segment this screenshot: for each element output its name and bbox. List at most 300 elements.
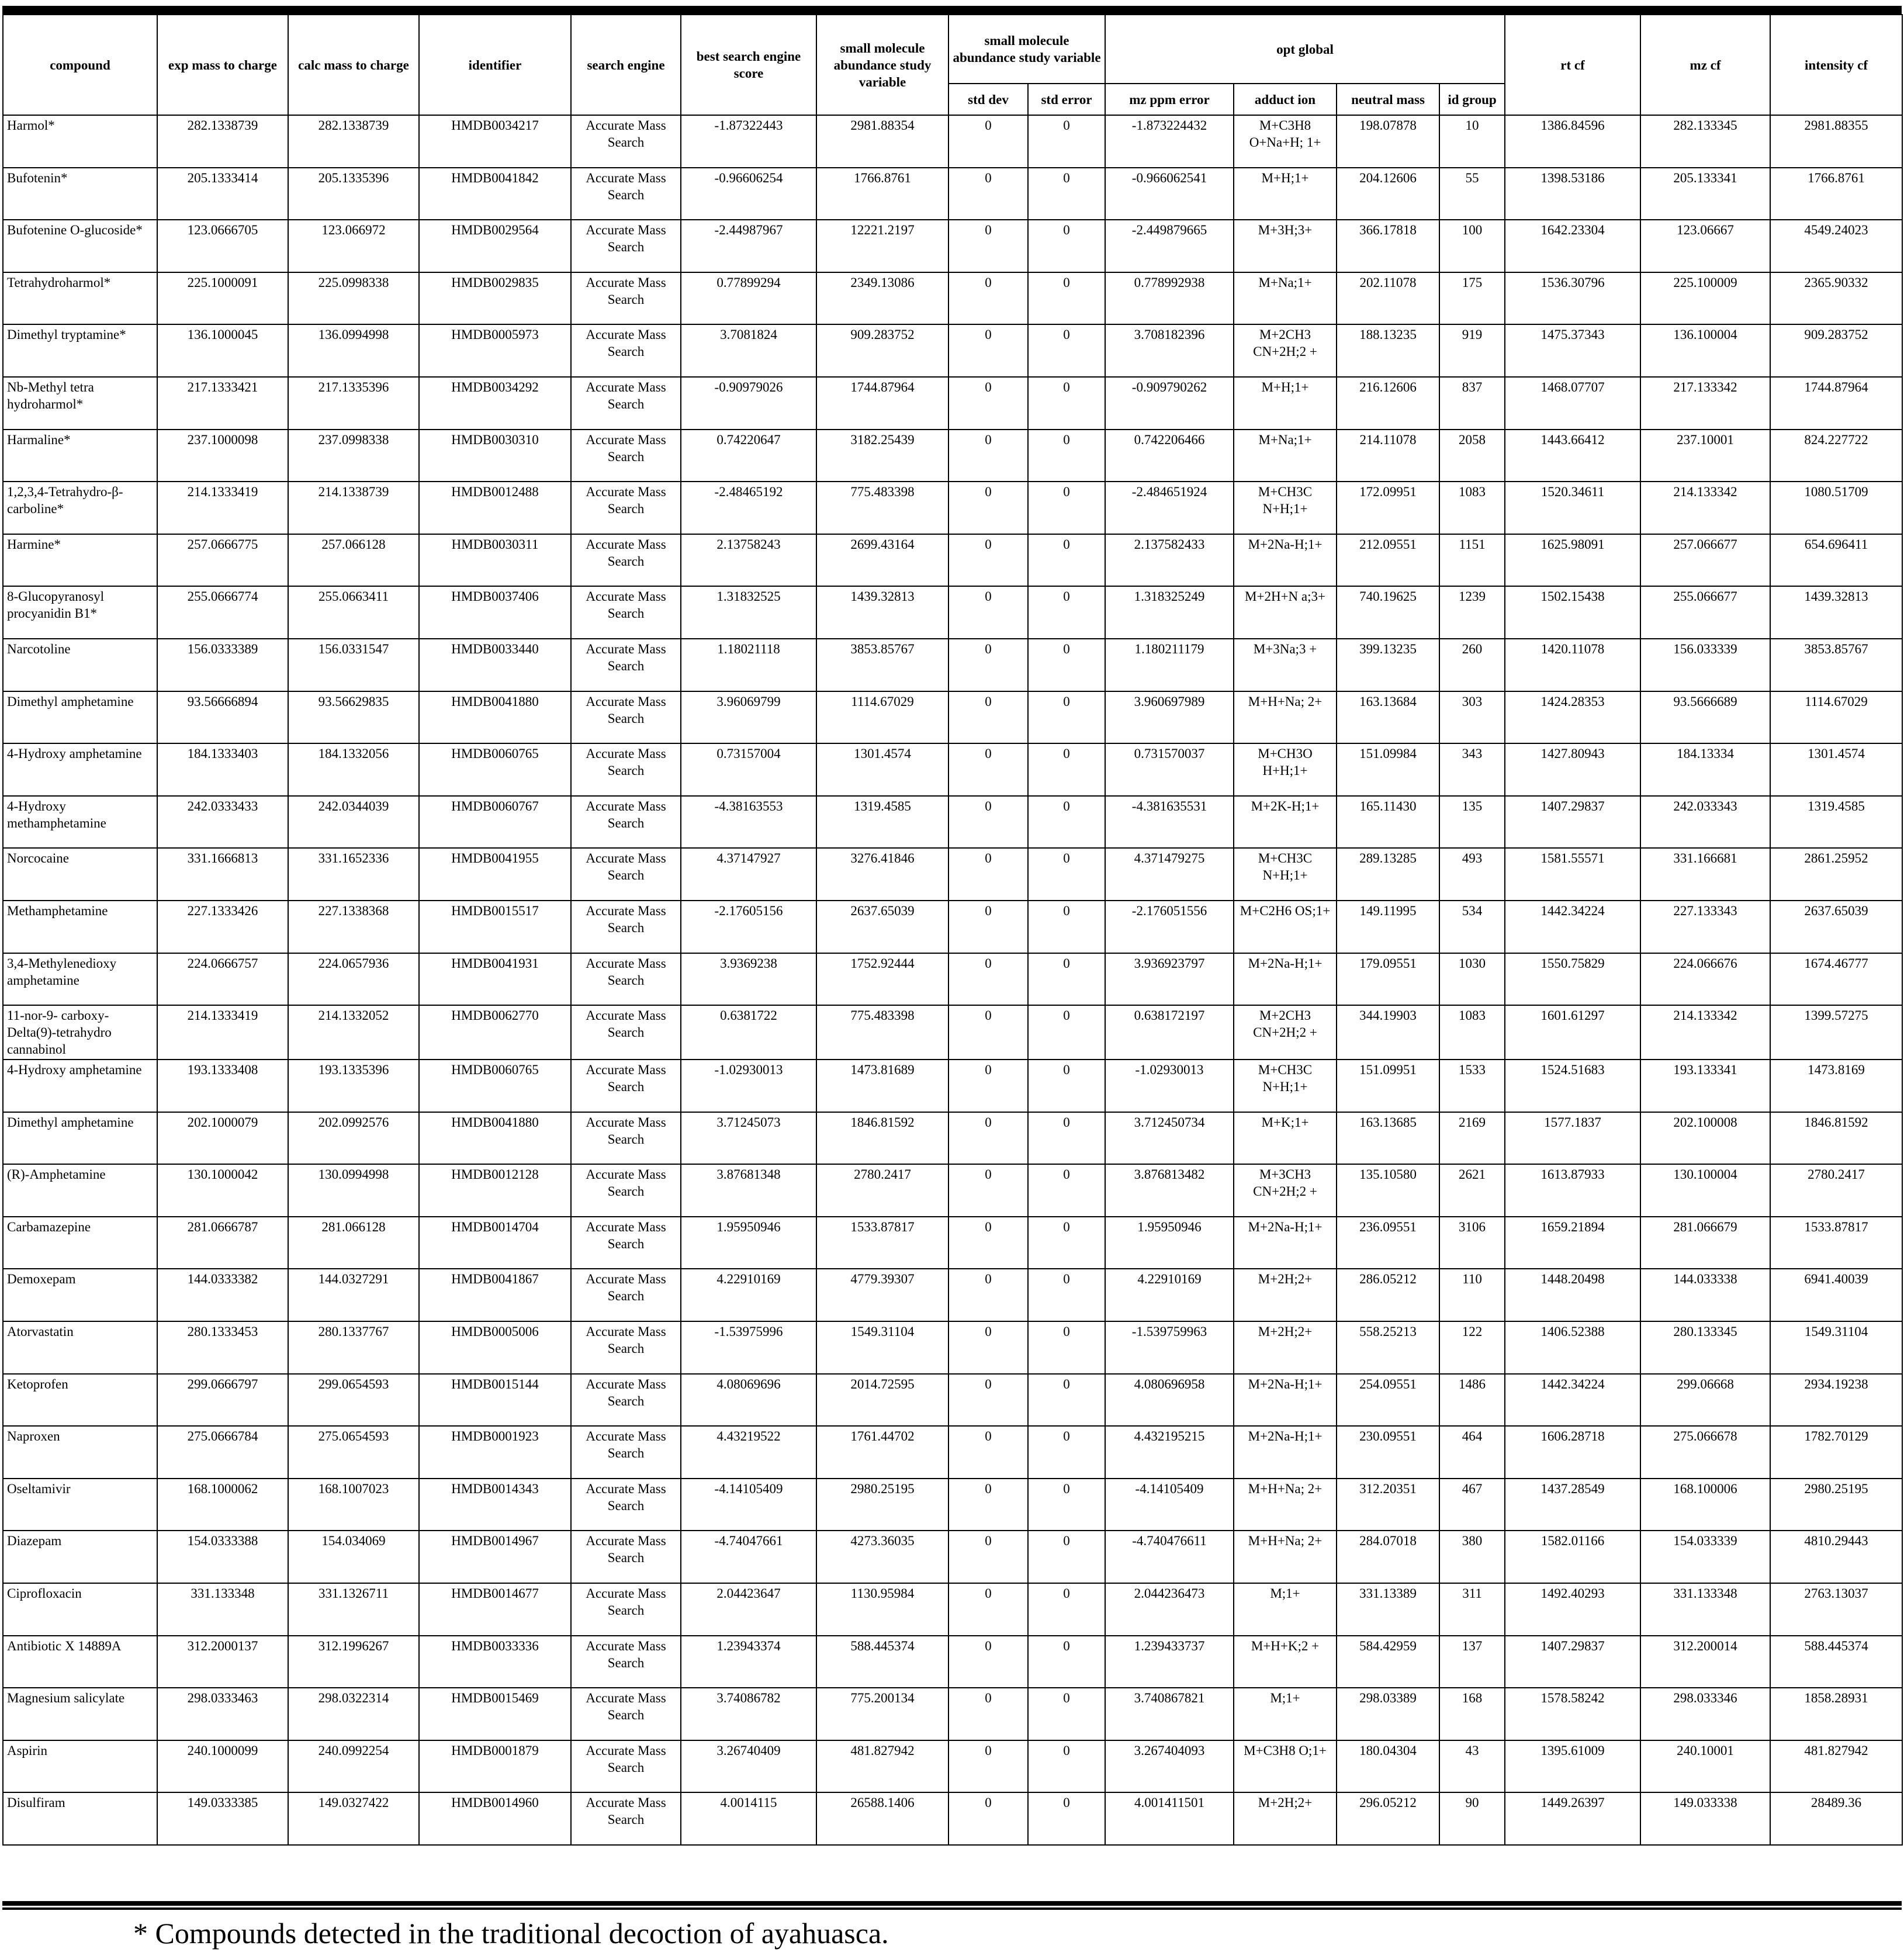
cell-id-group: 1486 [1439, 1374, 1505, 1427]
cell-exp-mass: 299.0666797 [157, 1374, 288, 1427]
cell-id-group: 100 [1439, 220, 1505, 272]
cell-mz-cf: 255.066677 [1640, 586, 1770, 639]
cell-intensity-cf: 588.445374 [1770, 1636, 1902, 1688]
cell-neutral-mass: 165.11430 [1337, 796, 1439, 849]
cell-search-engine: Accurate Mass Search [571, 1426, 681, 1479]
cell-identifier: HMDB0001879 [419, 1740, 571, 1793]
cell-exp-mass: 225.1000091 [157, 272, 288, 325]
cell-intensity-cf: 2637.65039 [1770, 901, 1902, 953]
compound-table [2, 14, 1903, 1846]
cell-mz-cf: 240.10001 [1640, 1740, 1770, 1793]
cell-identifier: HMDB0015469 [419, 1688, 571, 1740]
cell-id-group: 464 [1439, 1426, 1505, 1479]
cell-id-group: 1083 [1439, 1005, 1505, 1060]
cell-calc-mass: 280.1337767 [288, 1321, 419, 1374]
cell-std-error: 0 [1028, 1374, 1105, 1427]
results-table-frame [2, 6, 1902, 1846]
cell-rt-cf: 1536.30796 [1505, 272, 1640, 325]
cell-mz-cf: 225.100009 [1640, 272, 1770, 325]
cell-search-engine: Accurate Mass Search [571, 1583, 681, 1636]
cell-abundance: 3276.41846 [816, 848, 948, 901]
cell-std-error: 0 [1028, 1636, 1105, 1688]
cell-rt-cf: 1406.52388 [1505, 1321, 1640, 1374]
cell-std-error: 0 [1028, 639, 1105, 691]
cell-identifier: HMDB0014677 [419, 1583, 571, 1636]
cell-search-engine: Accurate Mass Search [571, 796, 681, 849]
table-row [3, 1479, 1902, 1531]
cell-rt-cf: 1475.37343 [1505, 324, 1640, 377]
cell-search-engine: Accurate Mass Search [571, 482, 681, 534]
cell-intensity-cf: 1439.32813 [1770, 586, 1902, 639]
cell-neutral-mass: 216.12606 [1337, 377, 1439, 430]
cell-exp-mass: 193.1333408 [157, 1060, 288, 1112]
cell-exp-mass: 130.1000042 [157, 1164, 288, 1217]
cell-mz-ppm: -0.966062541 [1105, 168, 1234, 220]
cell-mz-cf: 202.100008 [1640, 1112, 1770, 1165]
cell-adduct: M+H+Na; 2+ [1234, 691, 1337, 744]
cell-best-score: 4.08069696 [681, 1374, 816, 1427]
cell-rt-cf: 1659.21894 [1505, 1217, 1640, 1269]
cell-search-engine: Accurate Mass Search [571, 1112, 681, 1165]
cell-neutral-mass: 202.11078 [1337, 272, 1439, 325]
cell-best-score: 0.74220647 [681, 430, 816, 482]
cell-intensity-cf: 1080.51709 [1770, 482, 1902, 534]
table-row [3, 115, 1902, 168]
cell-exp-mass: 240.1000099 [157, 1740, 288, 1793]
cell-abundance: 2780.2417 [816, 1164, 948, 1217]
cell-neutral-mass: 151.09951 [1337, 1060, 1439, 1112]
cell-intensity-cf: 1744.87964 [1770, 377, 1902, 430]
cell-adduct: M+2Na-H;1+ [1234, 1374, 1337, 1427]
cell-std-error: 0 [1028, 1583, 1105, 1636]
cell-mz-ppm: 2.044236473 [1105, 1583, 1234, 1636]
cell-adduct: M+3Na;3 + [1234, 639, 1337, 691]
cell-neutral-mass: 172.09951 [1337, 482, 1439, 534]
cell-adduct: M+2Na-H;1+ [1234, 1426, 1337, 1479]
cell-id-group: 467 [1439, 1479, 1505, 1531]
cell-neutral-mass: 204.12606 [1337, 168, 1439, 220]
cell-mz-cf: 281.066679 [1640, 1217, 1770, 1269]
table-row [3, 848, 1902, 901]
cell-abundance: 775.483398 [816, 1005, 948, 1060]
cell-adduct: M+H;1+ [1234, 168, 1337, 220]
cell-mz-cf: 123.06667 [1640, 220, 1770, 272]
cell-rt-cf: 1442.34224 [1505, 901, 1640, 953]
cell-mz-ppm: -4.740476611 [1105, 1531, 1234, 1583]
cell-intensity-cf: 1301.4574 [1770, 743, 1902, 796]
cell-identifier: HMDB0015144 [419, 1374, 571, 1427]
cell-abundance: 588.445374 [816, 1636, 948, 1688]
cell-adduct: M+Na;1+ [1234, 272, 1337, 325]
cell-exp-mass: 168.1000062 [157, 1479, 288, 1531]
table-row [3, 1164, 1902, 1217]
cell-abundance: 4273.36035 [816, 1531, 948, 1583]
cell-std-dev: 0 [948, 115, 1028, 168]
cell-intensity-cf: 4549.24023 [1770, 220, 1902, 272]
cell-rt-cf: 1398.53186 [1505, 168, 1640, 220]
cell-intensity-cf: 2934.19238 [1770, 1374, 1902, 1427]
cell-adduct: M;1+ [1234, 1583, 1337, 1636]
cell-id-group: 1030 [1439, 953, 1505, 1006]
cell-compound: Carbamazepine [3, 1217, 157, 1269]
cell-identifier: HMDB0060765 [419, 1060, 571, 1112]
cell-id-group: 1533 [1439, 1060, 1505, 1112]
cell-mz-cf: 331.133348 [1640, 1583, 1770, 1636]
cell-identifier: HMDB0034292 [419, 377, 571, 430]
cell-intensity-cf: 6941.40039 [1770, 1269, 1902, 1321]
cell-mz-ppm: 3.936923797 [1105, 953, 1234, 1006]
cell-mz-ppm: -4.381635531 [1105, 796, 1234, 849]
cell-mz-ppm: 2.137582433 [1105, 534, 1234, 587]
cell-rt-cf: 1550.75829 [1505, 953, 1640, 1006]
cell-mz-ppm: 4.432195215 [1105, 1426, 1234, 1479]
cell-identifier: HMDB0041955 [419, 848, 571, 901]
cell-identifier: HMDB0029835 [419, 272, 571, 325]
cell-rt-cf: 1524.51683 [1505, 1060, 1640, 1112]
header-best-score: best search engine score [681, 15, 816, 115]
header-adduct: adduct ion [1234, 84, 1337, 115]
table-row [3, 324, 1902, 377]
cell-identifier: HMDB0001923 [419, 1426, 571, 1479]
cell-rt-cf: 1606.28718 [1505, 1426, 1640, 1479]
cell-std-dev: 0 [948, 168, 1028, 220]
cell-std-dev: 0 [948, 482, 1028, 534]
cell-mz-ppm: 3.708182396 [1105, 324, 1234, 377]
cell-neutral-mass: 212.09551 [1337, 534, 1439, 587]
cell-std-error: 0 [1028, 1479, 1105, 1531]
cell-mz-ppm: 1.239433737 [1105, 1636, 1234, 1688]
cell-adduct: M+H+K;2 + [1234, 1636, 1337, 1688]
cell-std-dev: 0 [948, 953, 1028, 1006]
cell-search-engine: Accurate Mass Search [571, 1269, 681, 1321]
cell-intensity-cf: 3853.85767 [1770, 639, 1902, 691]
cell-id-group: 1239 [1439, 586, 1505, 639]
cell-search-engine: Accurate Mass Search [571, 901, 681, 953]
cell-calc-mass: 282.1338739 [288, 115, 419, 168]
cell-adduct: M+2CH3 CN+2H;2 + [1234, 324, 1337, 377]
cell-std-dev: 0 [948, 1583, 1028, 1636]
cell-compound: Tetrahydroharmol* [3, 272, 157, 325]
cell-rt-cf: 1613.87933 [1505, 1164, 1640, 1217]
cell-intensity-cf: 481.827942 [1770, 1740, 1902, 1793]
cell-std-dev: 0 [948, 272, 1028, 325]
cell-std-dev: 0 [948, 1792, 1028, 1845]
cell-best-score: -4.74047661 [681, 1531, 816, 1583]
cell-mz-cf: 312.200014 [1640, 1636, 1770, 1688]
cell-rt-cf: 1581.55571 [1505, 848, 1640, 901]
cell-calc-mass: 312.1996267 [288, 1636, 419, 1688]
cell-abundance: 2349.13086 [816, 272, 948, 325]
cell-identifier: HMDB0005006 [419, 1321, 571, 1374]
cell-mz-ppm: 4.001411501 [1105, 1792, 1234, 1845]
cell-std-error: 0 [1028, 272, 1105, 325]
cell-std-dev: 0 [948, 1374, 1028, 1427]
cell-calc-mass: 156.0331547 [288, 639, 419, 691]
cell-identifier: HMDB0062770 [419, 1005, 571, 1060]
cell-intensity-cf: 1766.8761 [1770, 168, 1902, 220]
cell-calc-mass: 275.0654593 [288, 1426, 419, 1479]
header-search-engine: search engine [571, 15, 681, 115]
footnote: * Compounds detected in the traditional decoction of ayahuasca. [133, 1917, 889, 1950]
cell-neutral-mass: 214.11078 [1337, 430, 1439, 482]
cell-search-engine: Accurate Mass Search [571, 1688, 681, 1740]
cell-identifier: HMDB0014704 [419, 1217, 571, 1269]
cell-best-score: -4.38163553 [681, 796, 816, 849]
table-row [3, 1112, 1902, 1165]
cell-intensity-cf: 1399.57275 [1770, 1005, 1902, 1060]
cell-std-error: 0 [1028, 796, 1105, 849]
header-rt-cf: rt cf [1505, 15, 1640, 115]
cell-compound: Nb-Methyl tetra hydroharmol* [3, 377, 157, 430]
cell-std-dev: 0 [948, 1479, 1028, 1531]
cell-exp-mass: 281.0666787 [157, 1217, 288, 1269]
cell-std-error: 0 [1028, 848, 1105, 901]
header-neutral-mass: neutral mass [1337, 84, 1439, 115]
cell-std-dev: 0 [948, 220, 1028, 272]
cell-compound: Naproxen [3, 1426, 157, 1479]
table-row [3, 272, 1902, 325]
header-id-group: id group [1439, 84, 1505, 115]
cell-compound: (R)-Amphetamine [3, 1164, 157, 1217]
header-mz-ppm: mz ppm error [1105, 84, 1234, 115]
cell-search-engine: Accurate Mass Search [571, 115, 681, 168]
cell-calc-mass: 257.066128 [288, 534, 419, 587]
cell-std-error: 0 [1028, 1792, 1105, 1845]
cell-best-score: 0.77899294 [681, 272, 816, 325]
cell-id-group: 919 [1439, 324, 1505, 377]
cell-rt-cf: 1442.34224 [1505, 1374, 1640, 1427]
cell-identifier: HMDB0015517 [419, 901, 571, 953]
bottom-rule-thin [2, 1907, 1902, 1910]
cell-neutral-mass: 179.09551 [1337, 953, 1439, 1006]
cell-best-score: 3.26740409 [681, 1740, 816, 1793]
cell-mz-cf: 282.133345 [1640, 115, 1770, 168]
cell-adduct: M+C3H8 O;1+ [1234, 1740, 1337, 1793]
cell-std-error: 0 [1028, 1112, 1105, 1165]
cell-intensity-cf: 4810.29443 [1770, 1531, 1902, 1583]
cell-adduct: M+H+Na; 2+ [1234, 1531, 1337, 1583]
cell-calc-mass: 217.1335396 [288, 377, 419, 430]
cell-mz-cf: 193.133341 [1640, 1060, 1770, 1112]
cell-neutral-mass: 151.09984 [1337, 743, 1439, 796]
cell-abundance: 2981.88354 [816, 115, 948, 168]
cell-mz-ppm: 4.22910169 [1105, 1269, 1234, 1321]
cell-neutral-mass: 289.13285 [1337, 848, 1439, 901]
cell-identifier: HMDB0034217 [419, 115, 571, 168]
cell-rt-cf: 1395.61009 [1505, 1740, 1640, 1793]
cell-neutral-mass: 236.09551 [1337, 1217, 1439, 1269]
cell-mz-cf: 149.033338 [1640, 1792, 1770, 1845]
cell-mz-cf: 205.133341 [1640, 168, 1770, 220]
cell-best-score: 3.7081824 [681, 324, 816, 377]
cell-compound: Diazepam [3, 1531, 157, 1583]
cell-rt-cf: 1492.40293 [1505, 1583, 1640, 1636]
cell-std-dev: 0 [948, 1112, 1028, 1165]
cell-intensity-cf: 1674.46777 [1770, 953, 1902, 1006]
cell-neutral-mass: 180.04304 [1337, 1740, 1439, 1793]
cell-std-dev: 0 [948, 1321, 1028, 1374]
cell-compound: Magnesium salicylate [3, 1688, 157, 1740]
cell-std-error: 0 [1028, 586, 1105, 639]
cell-identifier: HMDB0060765 [419, 743, 571, 796]
bottom-rule [2, 1901, 1902, 1906]
cell-search-engine: Accurate Mass Search [571, 953, 681, 1006]
cell-intensity-cf: 1782.70129 [1770, 1426, 1902, 1479]
cell-exp-mass: 298.0333463 [157, 1688, 288, 1740]
cell-id-group: 380 [1439, 1531, 1505, 1583]
cell-calc-mass: 144.0327291 [288, 1269, 419, 1321]
cell-neutral-mass: 163.13685 [1337, 1112, 1439, 1165]
cell-rt-cf: 1601.61297 [1505, 1005, 1640, 1060]
table-row [3, 1636, 1902, 1688]
cell-id-group: 1083 [1439, 482, 1505, 534]
cell-mz-cf: 224.066676 [1640, 953, 1770, 1006]
cell-id-group: 10 [1439, 115, 1505, 168]
cell-abundance: 1473.81689 [816, 1060, 948, 1112]
cell-adduct: M+C3H8 O+Na+H; 1+ [1234, 115, 1337, 168]
cell-intensity-cf: 1549.31104 [1770, 1321, 1902, 1374]
cell-std-error: 0 [1028, 1217, 1105, 1269]
cell-neutral-mass: 740.19625 [1337, 586, 1439, 639]
cell-exp-mass: 237.1000098 [157, 430, 288, 482]
table-row [3, 1005, 1902, 1060]
cell-std-dev: 0 [948, 1060, 1028, 1112]
table-row [3, 1531, 1902, 1583]
cell-intensity-cf: 2763.13037 [1770, 1583, 1902, 1636]
cell-identifier: HMDB0037406 [419, 586, 571, 639]
cell-intensity-cf: 2780.2417 [1770, 1164, 1902, 1217]
header-compound: compound [3, 15, 157, 115]
cell-compound: Atorvastatin [3, 1321, 157, 1374]
cell-rt-cf: 1427.80943 [1505, 743, 1640, 796]
cell-search-engine: Accurate Mass Search [571, 168, 681, 220]
cell-std-dev: 0 [948, 1005, 1028, 1060]
table-row [3, 796, 1902, 849]
cell-mz-ppm: -2.484651924 [1105, 482, 1234, 534]
cell-exp-mass: 331.133348 [157, 1583, 288, 1636]
cell-rt-cf: 1578.58242 [1505, 1688, 1640, 1740]
cell-abundance: 4779.39307 [816, 1269, 948, 1321]
cell-rt-cf: 1449.26397 [1505, 1792, 1640, 1845]
header-abundance: small molecule abundance study variable [816, 15, 948, 115]
cell-abundance: 775.483398 [816, 482, 948, 534]
cell-exp-mass: 205.1333414 [157, 168, 288, 220]
table-row [3, 1060, 1902, 1112]
cell-compound: Dimethyl amphetamine [3, 1112, 157, 1165]
cell-adduct: M+2K-H;1+ [1234, 796, 1337, 849]
cell-std-dev: 0 [948, 1426, 1028, 1479]
cell-best-score: -2.44987967 [681, 220, 816, 272]
cell-mz-ppm: -0.909790262 [1105, 377, 1234, 430]
table-row [3, 901, 1902, 953]
cell-std-error: 0 [1028, 1005, 1105, 1060]
cell-id-group: 303 [1439, 691, 1505, 744]
table-row [3, 691, 1902, 744]
cell-abundance: 1549.31104 [816, 1321, 948, 1374]
cell-calc-mass: 193.1335396 [288, 1060, 419, 1112]
header-abundance-group: small molecule abundance study variable [948, 15, 1105, 84]
cell-std-error: 0 [1028, 324, 1105, 377]
cell-mz-cf: 168.100006 [1640, 1479, 1770, 1531]
cell-exp-mass: 93.56666894 [157, 691, 288, 744]
header-opt-global: opt global [1105, 15, 1505, 84]
cell-rt-cf: 1407.29837 [1505, 1636, 1640, 1688]
cell-mz-ppm: 0.742206466 [1105, 430, 1234, 482]
cell-compound: Aspirin [3, 1740, 157, 1793]
cell-calc-mass: 136.0994998 [288, 324, 419, 377]
cell-abundance: 1752.92444 [816, 953, 948, 1006]
cell-id-group: 837 [1439, 377, 1505, 430]
cell-id-group: 168 [1439, 1688, 1505, 1740]
cell-std-dev: 0 [948, 1217, 1028, 1269]
cell-std-dev: 0 [948, 1269, 1028, 1321]
cell-intensity-cf: 1473.8169 [1770, 1060, 1902, 1112]
cell-calc-mass: 298.0322314 [288, 1688, 419, 1740]
cell-best-score: -4.14105409 [681, 1479, 816, 1531]
cell-std-error: 0 [1028, 691, 1105, 744]
cell-std-dev: 0 [948, 1688, 1028, 1740]
cell-neutral-mass: 366.17818 [1337, 220, 1439, 272]
cell-exp-mass: 156.0333389 [157, 639, 288, 691]
cell-intensity-cf: 1846.81592 [1770, 1112, 1902, 1165]
cell-best-score: 4.37147927 [681, 848, 816, 901]
cell-mz-ppm: 1.95950946 [1105, 1217, 1234, 1269]
cell-neutral-mass: 558.25213 [1337, 1321, 1439, 1374]
cell-search-engine: Accurate Mass Search [571, 534, 681, 587]
cell-calc-mass: 184.1332056 [288, 743, 419, 796]
table-row [3, 482, 1902, 534]
cell-compound: Ciprofloxacin [3, 1583, 157, 1636]
cell-exp-mass: 224.0666757 [157, 953, 288, 1006]
header-std-error: std error [1028, 84, 1105, 115]
cell-identifier: HMDB0014343 [419, 1479, 571, 1531]
cell-std-error: 0 [1028, 953, 1105, 1006]
cell-adduct: M+3CH3 CN+2H;2 + [1234, 1164, 1337, 1217]
cell-search-engine: Accurate Mass Search [571, 1479, 681, 1531]
cell-intensity-cf: 2861.25952 [1770, 848, 1902, 901]
cell-mz-ppm: -1.873224432 [1105, 115, 1234, 168]
cell-neutral-mass: 198.07878 [1337, 115, 1439, 168]
cell-exp-mass: 123.0666705 [157, 220, 288, 272]
cell-std-error: 0 [1028, 1531, 1105, 1583]
header-intensity-cf: intensity cf [1770, 15, 1902, 115]
cell-exp-mass: 136.1000045 [157, 324, 288, 377]
table-row [3, 1217, 1902, 1269]
cell-std-dev: 0 [948, 1636, 1028, 1688]
cell-intensity-cf: 1114.67029 [1770, 691, 1902, 744]
table-row [3, 743, 1902, 796]
cell-mz-ppm: 3.876813482 [1105, 1164, 1234, 1217]
cell-adduct: M+CH3C N+H;1+ [1234, 848, 1337, 901]
cell-adduct: M+Na;1+ [1234, 430, 1337, 482]
cell-identifier: HMDB0012488 [419, 482, 571, 534]
cell-std-error: 0 [1028, 534, 1105, 587]
cell-mz-ppm: 1.180211179 [1105, 639, 1234, 691]
cell-mz-cf: 299.06668 [1640, 1374, 1770, 1427]
cell-mz-ppm: -2.449879665 [1105, 220, 1234, 272]
table-row [3, 639, 1902, 691]
cell-calc-mass: 299.0654593 [288, 1374, 419, 1427]
cell-neutral-mass: 399.13235 [1337, 639, 1439, 691]
cell-compound: Harmine* [3, 534, 157, 587]
cell-calc-mass: 255.0663411 [288, 586, 419, 639]
cell-std-dev: 0 [948, 377, 1028, 430]
cell-intensity-cf: 1858.28931 [1770, 1688, 1902, 1740]
cell-mz-cf: 184.13334 [1640, 743, 1770, 796]
table-row [3, 534, 1902, 587]
cell-identifier: HMDB0041867 [419, 1269, 571, 1321]
cell-compound: Antibiotic X 14889A [3, 1636, 157, 1688]
